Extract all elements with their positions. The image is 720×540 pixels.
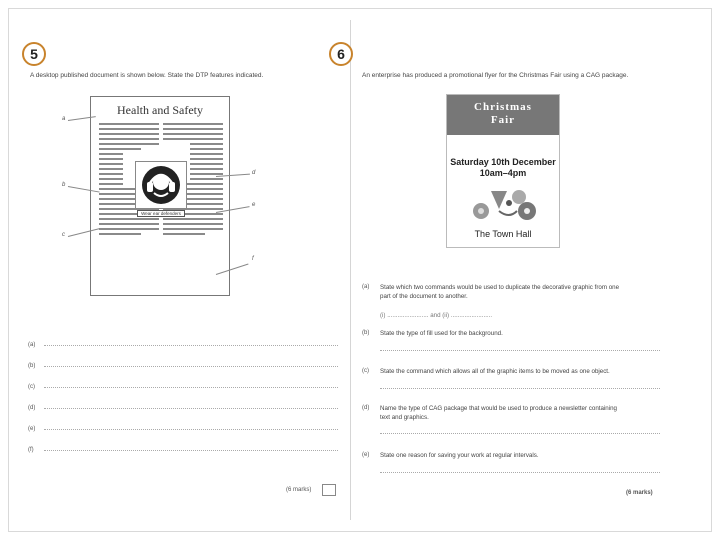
left-marks-box[interactable] [322, 484, 336, 496]
answer-line-d-right[interactable] [380, 433, 660, 434]
christmas-flyer [446, 94, 560, 248]
answer-line-a[interactable]: (a) [28, 338, 338, 348]
fill-in-line[interactable]: (i) ........................ and (ii) ........................ [380, 312, 493, 319]
answer-line-e[interactable]: (e) [28, 422, 338, 432]
answer-line-e-right[interactable] [380, 472, 660, 473]
flyer-time: 10am–4pm [479, 168, 527, 178]
page-divider [350, 20, 351, 520]
flyer-title-2: Fair [490, 114, 516, 126]
right-question-b: (b) State the type of fill used for the background. [362, 330, 662, 356]
answer-line-c-right[interactable] [380, 388, 660, 389]
answer-line-b[interactable]: (b) [28, 359, 338, 369]
ear-defender-image [135, 161, 187, 209]
answer-line-f[interactable]: (f) [28, 443, 338, 453]
callout-label-a: a [62, 116, 66, 122]
ear-defender-icon [141, 165, 181, 205]
flyer-venue: The Town Hall [474, 229, 532, 239]
callout-label-c: c [62, 232, 65, 238]
right-question-text: An enterprise has produced a promotional flyer for the Christmas Fair using a CAG package. [362, 72, 629, 79]
question-number-badge-5: 5 [22, 42, 46, 66]
callout-label-e: e [252, 202, 256, 208]
right-question-d: (d) Name the type of CAG package that would be used to produce a newsletter containing text and graphics. [362, 405, 662, 439]
left-marks: (6 marks) [286, 487, 312, 493]
dtp-document [90, 96, 230, 296]
flyer-date-block [447, 157, 559, 179]
doc-title: Health and Safety [117, 103, 203, 117]
answer-line-b-right[interactable] [380, 350, 660, 351]
callout-label-b: b [62, 182, 66, 188]
right-question-e: (e) State one reason for saving your work at regular intervals. [362, 452, 662, 482]
flyer-header [447, 95, 559, 135]
answer-line-d[interactable]: (d) [28, 401, 338, 411]
right-question-a: (a) State which two commands would be used to duplicate the decorative graphic from one part of the document to another. (i) ........................ and (ii) ........................ [362, 284, 620, 319]
doc-caption: Wear ear defenders [137, 210, 185, 217]
answer-line-c[interactable]: (c) [28, 380, 338, 390]
flyer-title-1: Christmas [474, 101, 532, 113]
left-question-text: A desktop published document is shown below. State the DTP features indicated. [30, 72, 264, 79]
right-marks: (6 marks) [626, 490, 653, 496]
question-number-badge-6: 6 [329, 42, 353, 66]
callout-label-d: d [252, 170, 256, 176]
decorative-graphic-icon [469, 181, 539, 223]
flyer-date: Saturday 10th December [450, 157, 556, 167]
right-question-c: (c) State the command which allows all of the graphic items to be moved as one object. [362, 368, 662, 394]
callout-label-f: f [252, 256, 254, 262]
